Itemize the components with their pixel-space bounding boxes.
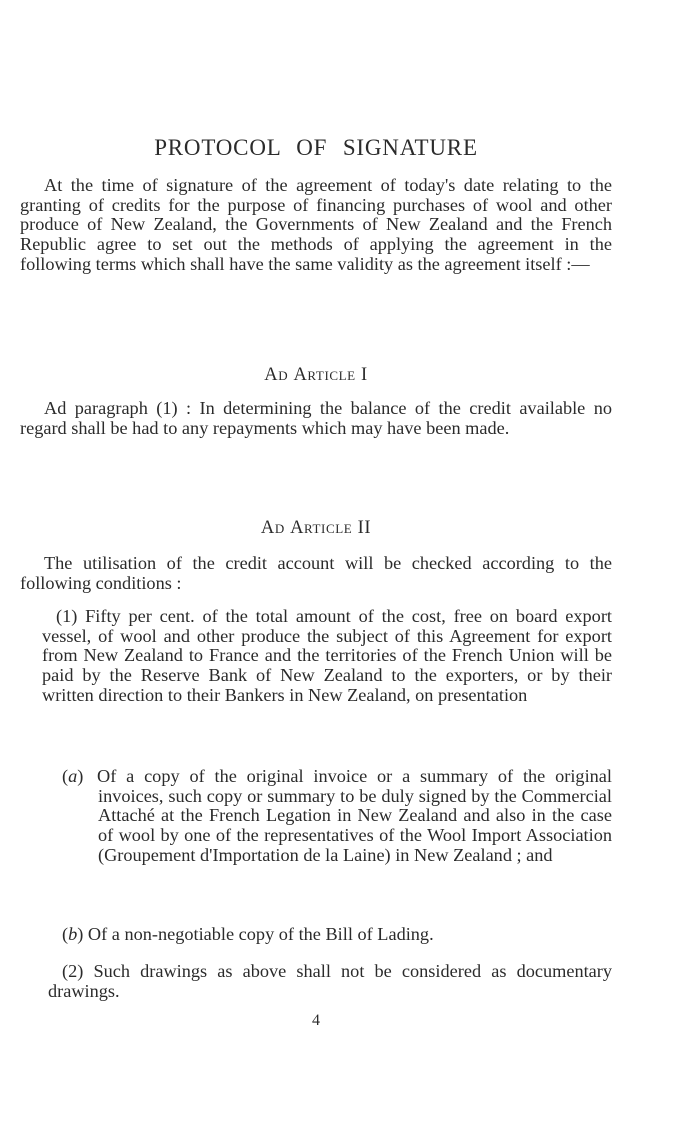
- article-2-intro: The utilisation of the credit account will be checked according to the following conditions :: [20, 553, 612, 593]
- heading-article: Article: [293, 365, 356, 385]
- page-number: 4: [312, 1012, 320, 1029]
- heading-ad: Ad: [260, 518, 285, 538]
- article-1-heading: [20, 364, 612, 386]
- article-2-heading: [20, 517, 612, 539]
- heading-article: Article: [290, 518, 353, 538]
- article-2-point-1: (1) Fifty per cent. of the total amount of the cost, free on board export vessel, of wool and other produce the subject of this Agreement for export from New Zealand to France and the territories of the French Union will be paid by the Reserve Bank of New Zealand to the exporters, or by their written direction to their Bankers in New Zealand, on presentation: [42, 606, 612, 705]
- article-1-paragraph: Ad paragraph (1) : In determining the balance of the credit available no regard shall be had to any repayments which may have been made.: [20, 398, 612, 438]
- sub-item-b-marker: (b): [62, 924, 84, 944]
- intro-paragraph: At the time of signature of the agreement of today's date relating to the granting of credits for the purpose of financing purchases of wool and other produce of New Zealand, the Governments of New Zealand and the French Republic agree to set out the methods of applying the agreement in the following terms which shall have the same validity as the agreement itself :—: [20, 175, 612, 274]
- page-title: PROTOCOL OF SIGNATURE: [154, 135, 478, 160]
- heading-number: I: [360, 365, 368, 385]
- document-page: [20, 0, 612, 1144]
- article-2-point-2: (2) Such drawings as above shall not be considered as documentary drawings.: [48, 961, 612, 1001]
- heading-number: II: [357, 518, 372, 538]
- sub-item-a-marker: (a): [62, 766, 84, 786]
- sub-item-a-text: Of a copy of the original invoice or a summary of the original invoices, such copy or summary to be duly signed by the Commercial Attaché at the French Legation in New Zealand and also in the case of wool by one of the representatives of the Wool Import Association (Groupement d'Importation de la Laine) in New Zealand ; and: [97, 766, 612, 865]
- sub-item-a: [62, 767, 612, 866]
- sub-item-b: [62, 925, 612, 945]
- sub-item-b-text: Of a non-negotiable copy of the Bill of Lading.: [87, 924, 434, 944]
- heading-ad: Ad: [264, 365, 289, 385]
